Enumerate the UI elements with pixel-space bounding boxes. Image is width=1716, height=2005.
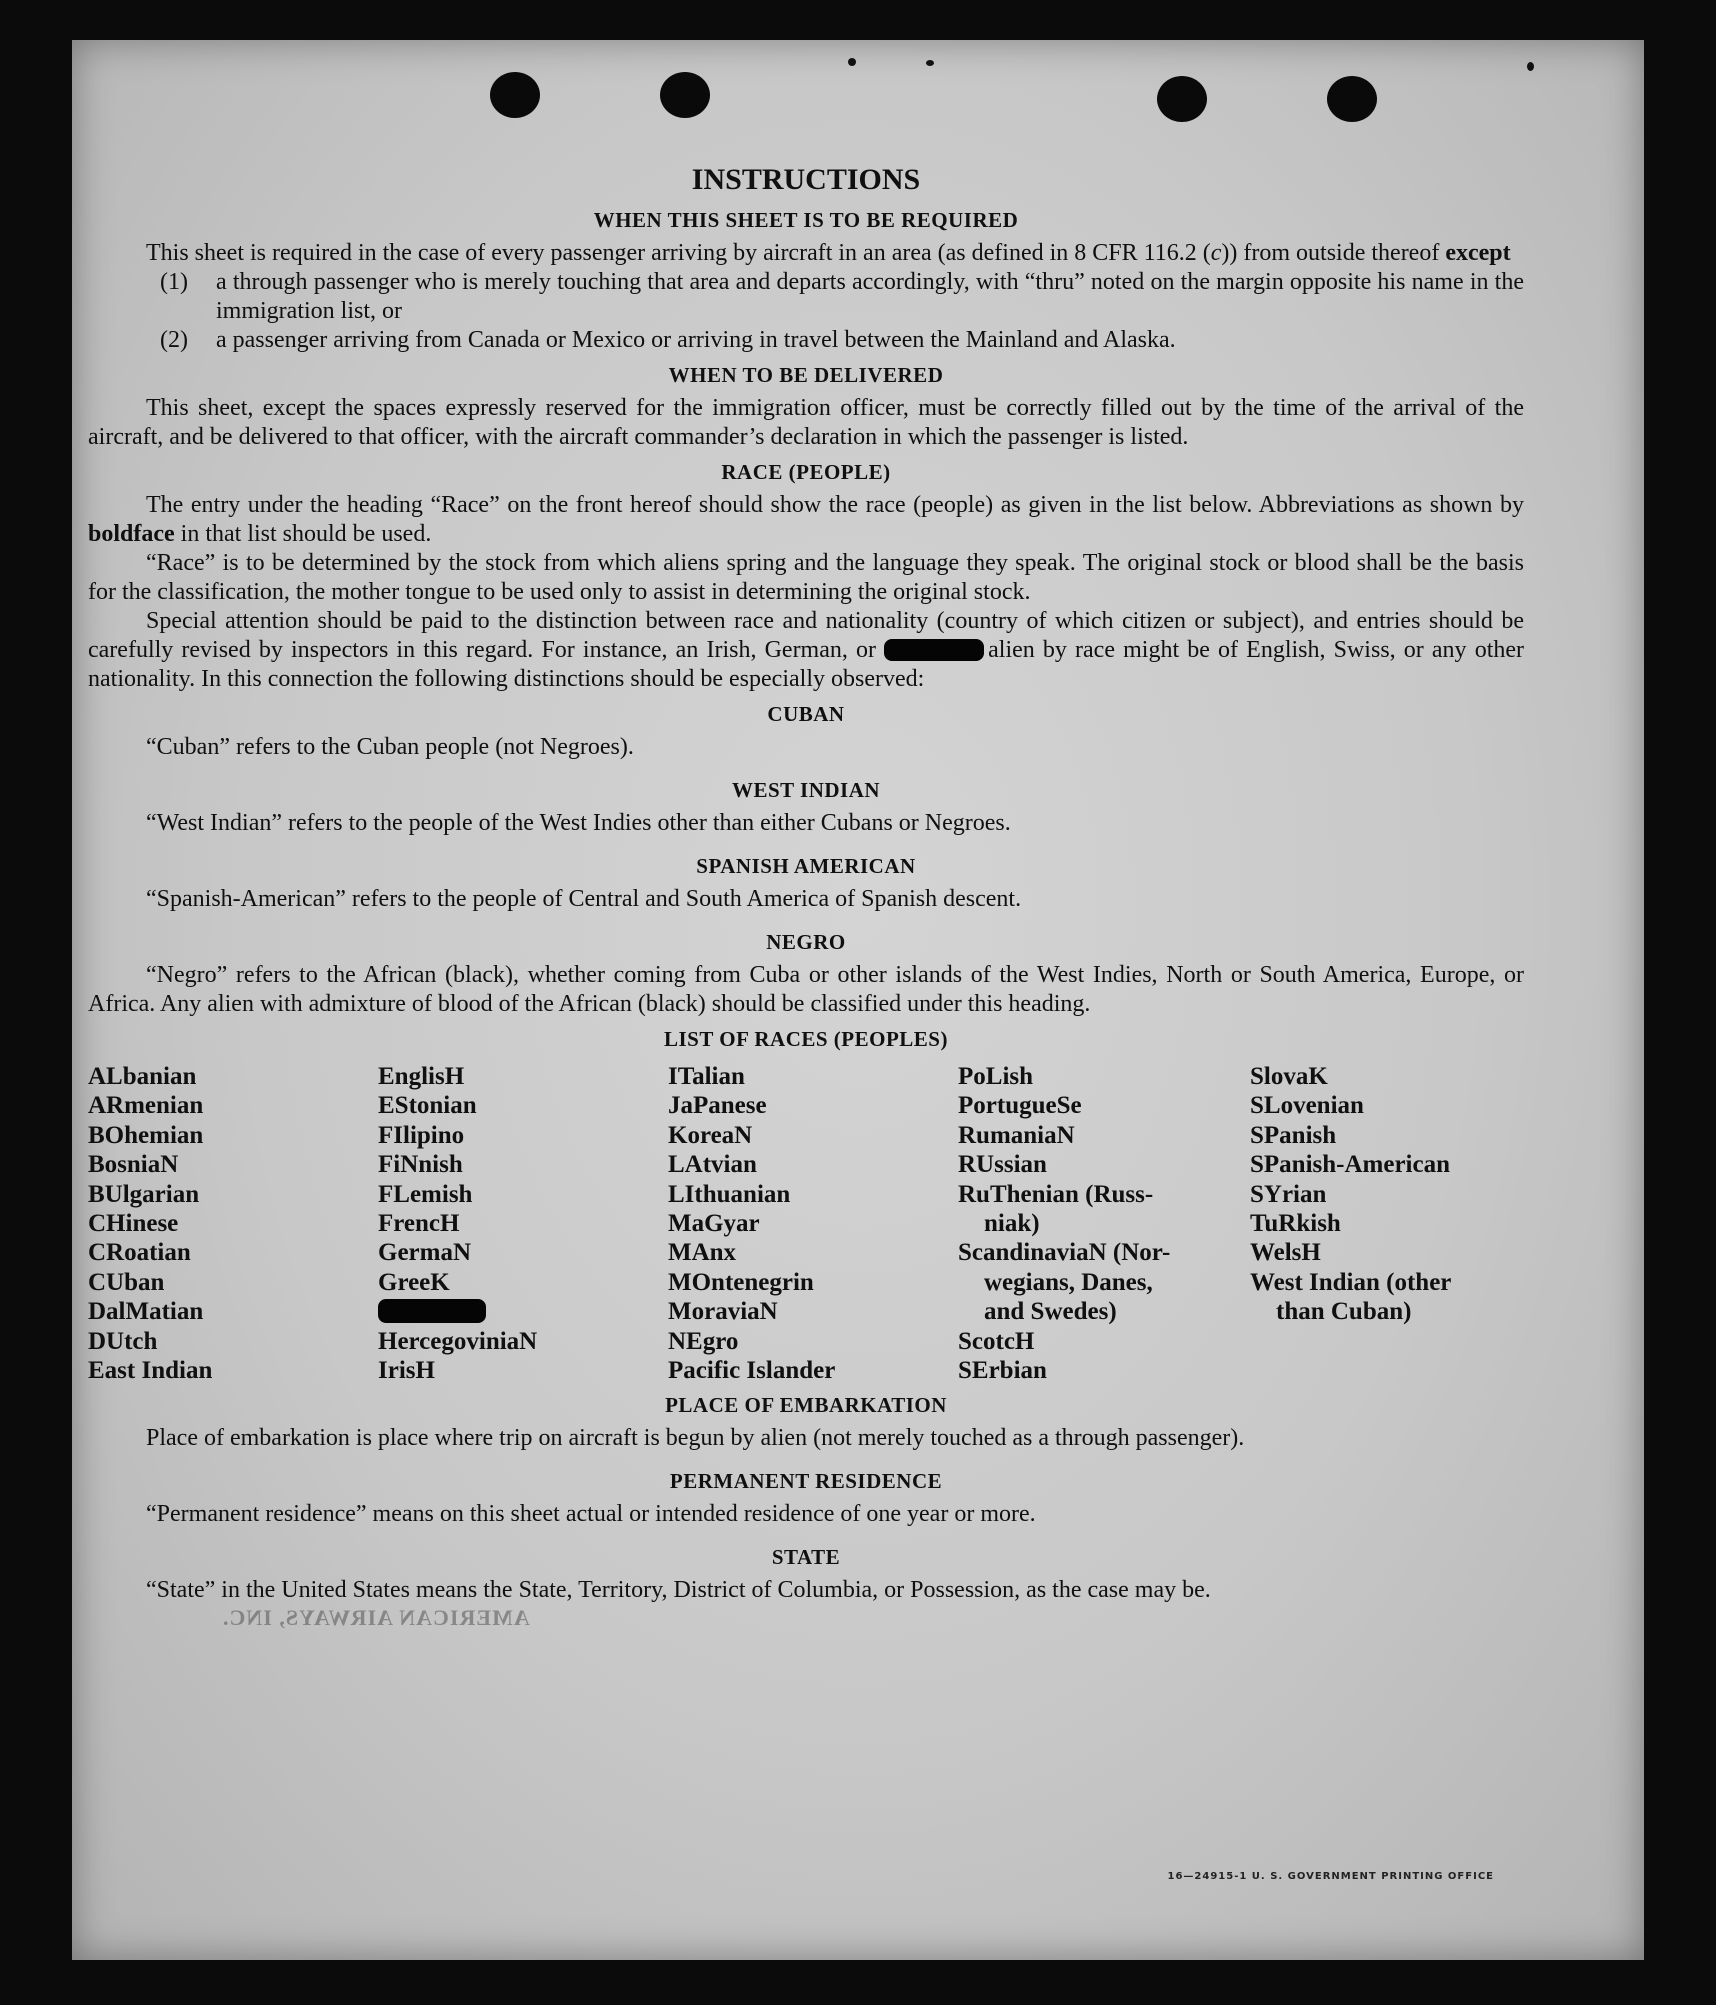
race-item: GermaN bbox=[378, 1239, 472, 1267]
race-item: ALbanian bbox=[88, 1063, 197, 1090]
race-item: LIthuanian bbox=[668, 1180, 791, 1208]
race-item: FIlipino bbox=[378, 1121, 465, 1149]
punch-hole-4 bbox=[1327, 76, 1377, 122]
redaction-mark bbox=[884, 639, 984, 661]
race-item: EnglisH bbox=[378, 1063, 465, 1090]
speck bbox=[926, 60, 934, 66]
requirement-paragraph bbox=[88, 239, 1524, 268]
race-item: SErbian bbox=[958, 1357, 1047, 1385]
section-heading: WHEN TO BE DELIVERED bbox=[668, 363, 944, 387]
section-heading: WEST INDIAN bbox=[731, 778, 881, 802]
section-heading: WHEN THIS SHEET IS TO BE REQUIRED bbox=[593, 208, 1019, 232]
document-page bbox=[72, 40, 1644, 1960]
race-column-3 bbox=[668, 1062, 958, 1385]
race-item: ITalian bbox=[668, 1063, 745, 1090]
race-item: RuThenian (Russ- bbox=[958, 1180, 1154, 1208]
race-item: WelsH bbox=[1250, 1239, 1321, 1267]
bleed-through-text: AMERICAN AIRWAYS, INC. bbox=[222, 1605, 530, 1630]
race-column-5 bbox=[1250, 1062, 1524, 1385]
section-heading: LIST OF RACES (PEOPLES) bbox=[664, 1027, 948, 1051]
section-heading: PLACE OF EMBARKATION bbox=[665, 1393, 947, 1418]
punch-hole-1 bbox=[490, 72, 540, 118]
race-item: ScandinaviaN (Nor- bbox=[958, 1239, 1171, 1267]
race-paragraph-1 bbox=[88, 491, 1524, 549]
text: Special attention should be paid to the distinction between race and nationality (country of which citizen or subject), and entries should be carefully revised by inspectors in this regard. For instance, an Irish, German, or bbox=[88, 608, 1524, 663]
text: alien by race might be of English, Swiss, or any other nationality. In this connection the following distinctions should be especially observed: bbox=[88, 637, 1525, 692]
exception-item-2 bbox=[160, 326, 1524, 355]
race-item: KoreaN bbox=[668, 1121, 753, 1149]
race-item: FrencH bbox=[378, 1210, 460, 1238]
residence-paragraph: “Permanent residence” means on this sheet actual or intended residence of one year or more. bbox=[146, 1501, 1036, 1528]
race-item: MAnx bbox=[668, 1239, 737, 1267]
race-item: SlovaK bbox=[1250, 1063, 1328, 1090]
text: boldface bbox=[88, 521, 175, 547]
section-heading: RACE (PEOPLE) bbox=[721, 460, 891, 484]
item-text: a passenger arriving from Canada or Mexico or arriving in travel between the Mainland and Alaska. bbox=[216, 327, 1176, 353]
item-text: a through passenger who is merely touching that area and departs accordingly, with “thru” noted on the margin opposite his name in the immigration list, or bbox=[216, 269, 1524, 324]
text: This sheet is required in the case of every passenger arriving by aircraft in an area (as defined in 8 CFR 116.2 ( bbox=[146, 240, 1211, 266]
text: The entry under the heading “Race” on the front hereof should show the race (people) as given in the list below. Abbreviations as shown by bbox=[146, 492, 1524, 518]
race-item: SPanish-American bbox=[1250, 1151, 1450, 1179]
race-item: CUban bbox=[88, 1268, 165, 1296]
text: c bbox=[1210, 240, 1222, 266]
race-item: LAtvian bbox=[668, 1151, 757, 1179]
race-item: BosniaN bbox=[88, 1151, 179, 1179]
section-heading: NEGRO bbox=[766, 930, 846, 954]
race-item: RumaniaN bbox=[958, 1121, 1075, 1149]
punch-hole-3 bbox=[1157, 76, 1207, 122]
race-item: MaGyar bbox=[668, 1210, 760, 1238]
section-heading: PERMANENT RESIDENCE bbox=[669, 1469, 943, 1494]
race-item: PoLish bbox=[958, 1063, 1034, 1090]
race-item: West Indian (other bbox=[1250, 1268, 1452, 1296]
text: in that list should be used. bbox=[174, 521, 432, 547]
race-item: niak) bbox=[984, 1210, 1040, 1238]
race-item: MOntenegrin bbox=[668, 1268, 814, 1296]
race-item: EStonian bbox=[378, 1092, 477, 1120]
punch-hole-2 bbox=[660, 72, 710, 118]
item-number: (1) bbox=[160, 269, 188, 295]
race-item: CRoatian bbox=[88, 1239, 191, 1267]
race-column-1 bbox=[88, 1062, 378, 1385]
section-heading: STATE bbox=[771, 1545, 841, 1570]
race-item: East Indian bbox=[88, 1357, 213, 1385]
race-column-2 bbox=[378, 1062, 668, 1385]
section-heading: SPANISH AMERICAN bbox=[696, 854, 916, 878]
race-item: SYrian bbox=[1250, 1180, 1327, 1208]
race-list bbox=[88, 1062, 1524, 1385]
race-item: HercegoviniaN bbox=[378, 1327, 538, 1355]
race-item: ARmenian bbox=[88, 1092, 204, 1120]
race-item: SPanish bbox=[1250, 1121, 1337, 1149]
race-item: BOhemian bbox=[88, 1121, 204, 1149]
race-item: GreeK bbox=[378, 1268, 450, 1296]
race-item: Pacific Islander bbox=[668, 1357, 836, 1385]
cuban-paragraph: “Cuban” refers to the Cuban people (not Negroes). bbox=[146, 734, 634, 760]
instructions-content bbox=[88, 160, 1524, 1605]
race-paragraph-2: “Race” is to be determined by the stock from which aliens spring and the language they speak. The original stock or blood shall be the basis for the classification, the mother tongue to be used only to assist in determining the original stock. bbox=[88, 550, 1524, 605]
race-item-redacted bbox=[378, 1297, 668, 1326]
printing-office-code: 16—24915-1 U. S. GOVERNMENT PRINTING OFFICE bbox=[1167, 1871, 1494, 1882]
race-item: ScotcH bbox=[958, 1327, 1035, 1355]
race-paragraph-3 bbox=[88, 607, 1524, 694]
redaction-mark bbox=[378, 1299, 486, 1323]
west-indian-paragraph: “West Indian” refers to the people of the West Indies other than either Cubans or Negroes. bbox=[146, 810, 1011, 836]
race-item: NEgro bbox=[668, 1327, 739, 1355]
embarkation-paragraph: Place of embarkation is place where trip on aircraft is begun by alien (not merely touched as a through passenger). bbox=[146, 1425, 1245, 1452]
race-item: and Swedes) bbox=[984, 1298, 1117, 1326]
page-title: INSTRUCTIONS bbox=[691, 163, 921, 196]
race-item: JaPanese bbox=[668, 1092, 767, 1120]
race-item: DalMatian bbox=[88, 1298, 204, 1326]
race-item: PortugueSe bbox=[958, 1092, 1082, 1120]
race-item: FLemish bbox=[378, 1180, 473, 1208]
race-item: BUlgarian bbox=[88, 1180, 200, 1208]
spanish-american-paragraph: “Spanish-American” refers to the people of Central and South America of Spanish descent. bbox=[146, 886, 1022, 912]
race-item: RUssian bbox=[958, 1151, 1047, 1179]
delivery-paragraph: This sheet, except the spaces expressly reserved for the immigration officer, must be correctly filled out by the time of the arrival of the aircraft, and be delivered to that officer, with the aircraft commander’s declaration in which the passenger is listed. bbox=[88, 395, 1524, 450]
race-item: IrisH bbox=[378, 1357, 435, 1385]
speck bbox=[1527, 62, 1534, 71]
item-number: (2) bbox=[160, 327, 188, 353]
race-column-4 bbox=[958, 1062, 1250, 1385]
exception-item-1 bbox=[160, 268, 1524, 326]
negro-paragraph: “Negro” refers to the African (black), whether coming from Cuba or other islands of the West Indies, North or South America, Europe, or Africa. Any alien with admixture of blood of the African (black) should be classified under this heading. bbox=[88, 962, 1524, 1017]
race-item: SLovenian bbox=[1250, 1092, 1364, 1120]
race-item: CHinese bbox=[88, 1210, 179, 1238]
race-item: TuRkish bbox=[1250, 1210, 1341, 1238]
section-heading: CUBAN bbox=[767, 702, 845, 726]
race-item: FiNnish bbox=[378, 1151, 463, 1179]
race-item: than Cuban) bbox=[1276, 1298, 1412, 1326]
race-item: MoraviaN bbox=[668, 1298, 778, 1326]
text: except bbox=[1445, 240, 1511, 266]
speck bbox=[848, 58, 856, 66]
race-item: wegians, Danes, bbox=[984, 1268, 1153, 1296]
state-paragraph: “State” in the United States means the State, Territory, District of Columbia, or Possession, as the case may be. bbox=[146, 1577, 1211, 1604]
race-item: DUtch bbox=[88, 1327, 158, 1355]
text: )) from outside thereof bbox=[1221, 240, 1446, 266]
